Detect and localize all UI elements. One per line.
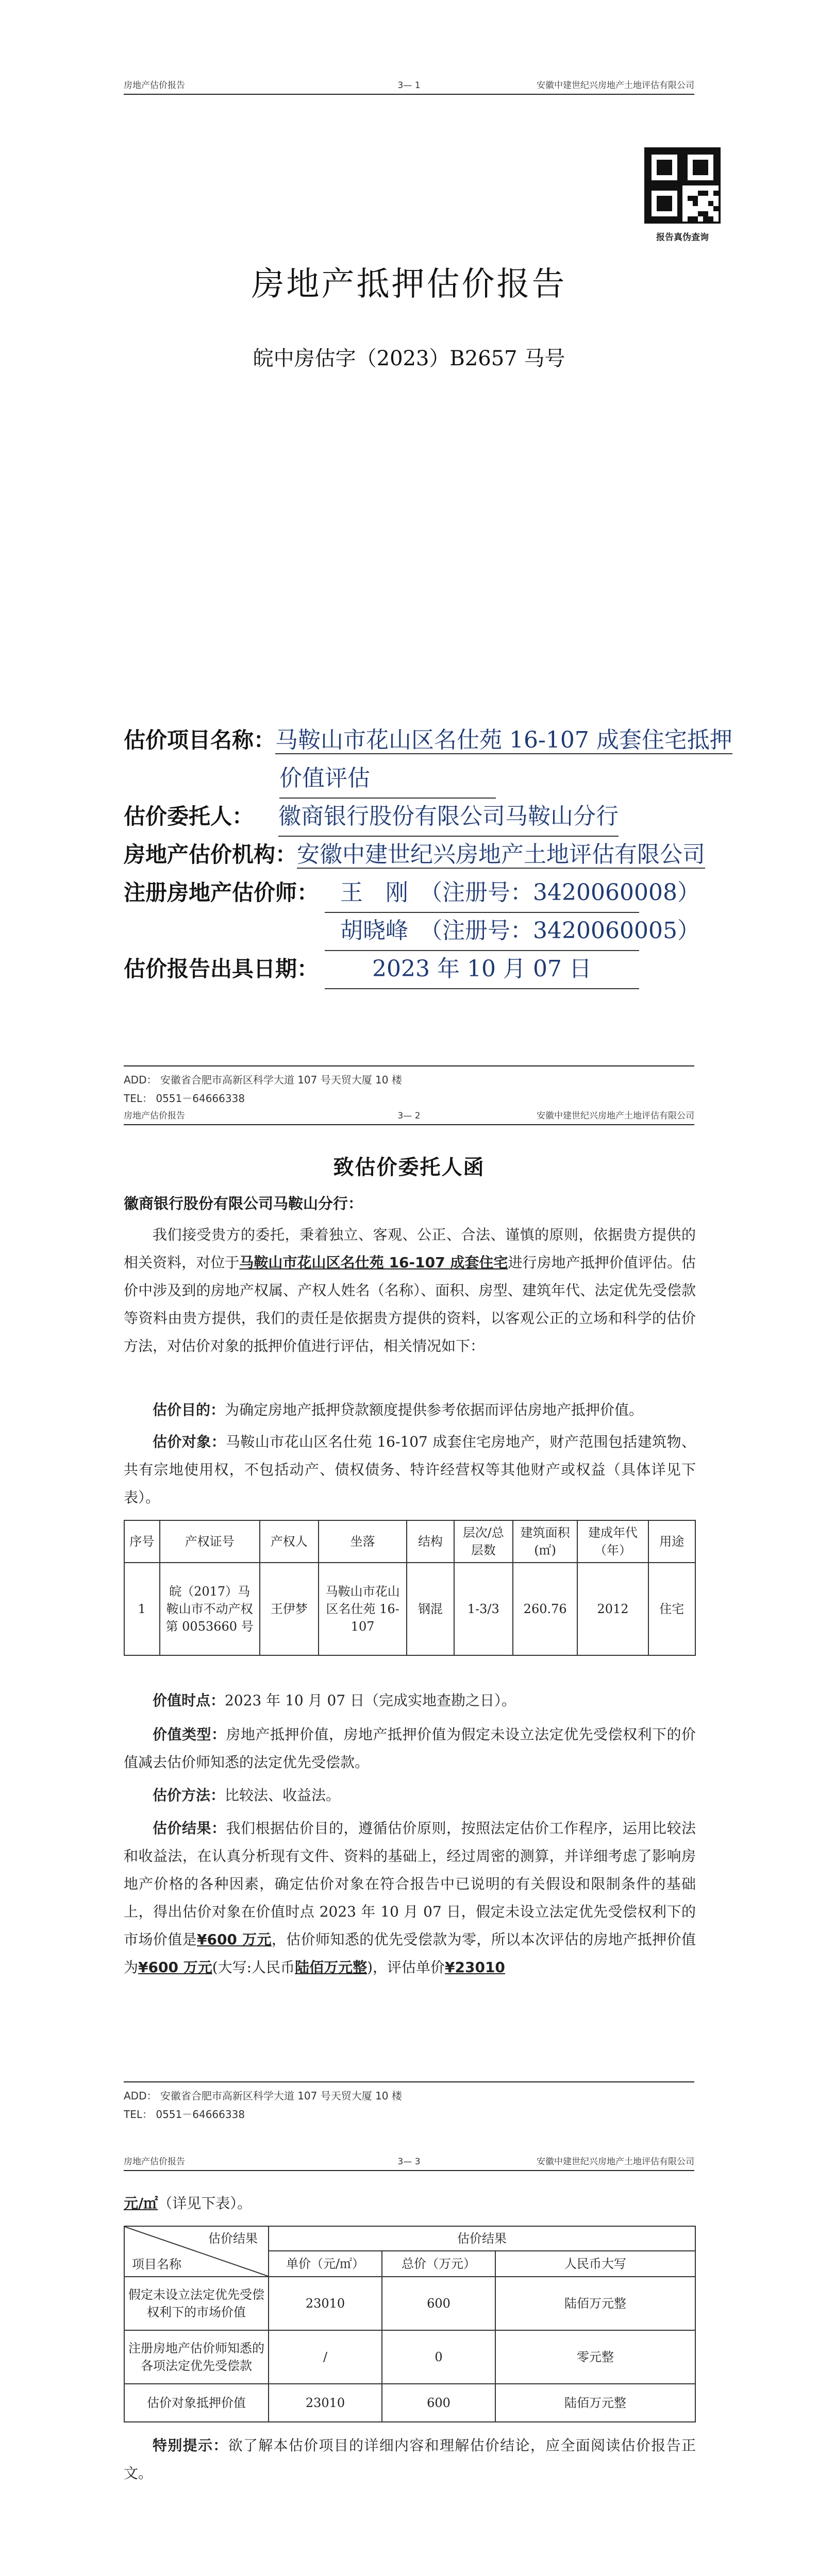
letter-addressee: 徽商银行股份有限公司马鞍山分行： — [124, 1195, 363, 1212]
unit-price-cont — [124, 2190, 696, 2217]
qr-module — [703, 211, 708, 216]
qr-module — [708, 201, 713, 206]
table-row — [124, 1563, 695, 1655]
page-header — [124, 77, 694, 95]
corner-result-label: 估价结果 — [208, 2231, 258, 2246]
footer-tel: TEL： 0551－64666338 — [124, 2108, 245, 2121]
row-total: 600 — [382, 2277, 495, 2330]
qr-module — [698, 191, 703, 196]
note-text: 欲了解本估价项目的详细内容和理解估价结论，应全面阅读估价报告正文。 — [124, 2437, 696, 2482]
letter-page — [0, 1108, 818, 2138]
unit-price-unit: 元/㎡ — [124, 2195, 158, 2212]
note-para — [124, 2432, 696, 2487]
qr-finder — [693, 160, 708, 175]
cell-area: 260.76 — [513, 1563, 578, 1655]
method-label: 估价方法： — [153, 1787, 225, 1804]
cell-year: 2012 — [577, 1563, 648, 1655]
result-text-a: 我们根据估价目的，遵循估价原则，按照法定估价工作程序，运用比较法和收益法，在认真分析现有文件、资料的基础上，经过周密的测算，并详细考虑了影响房地产价格的各种因素，确定估价对象在符合报告中已说明的有关假设和限制条件的基础上，得出估价对象在价值时点 2023 年 10 月 07 日，假定未设立法定优先受偿权利下的市场价值是 — [124, 1820, 696, 1948]
unit-price-note: （详见下表）。 — [158, 2195, 252, 2212]
qr-finder — [657, 160, 672, 175]
page-footer — [124, 2081, 694, 2124]
qr-module — [713, 206, 719, 211]
value-date-text: 2023 年 10 月 07 日（完成实地查勘之日）。 — [225, 1692, 516, 1709]
cell-use: 住宅 — [648, 1563, 695, 1655]
th-area: 建筑面积(㎡) — [513, 1520, 578, 1563]
qr-caption: 报告真伪查询 — [656, 232, 709, 243]
th-floor: 层次/总层数 — [454, 1520, 513, 1563]
th-year: 建成年代（年） — [577, 1520, 648, 1563]
th-use: 用途 — [648, 1520, 695, 1563]
th-owner: 产权人 — [260, 1520, 319, 1563]
th-cert: 产权证号 — [160, 1520, 260, 1563]
cell-structure: 钢混 — [407, 1563, 454, 1655]
intro-address: 马鞍山市花山区名仕苑 16-107 成套住宅 — [239, 1254, 508, 1271]
client-value: 徽商银行股份有限公司马鞍山分行 — [278, 798, 619, 837]
client-row — [124, 798, 711, 836]
qr-module — [703, 216, 708, 222]
th-structure: 结构 — [407, 1520, 454, 1563]
result-table-header-1 — [124, 2226, 695, 2251]
corner-item-label: 项目名称 — [132, 2257, 181, 2272]
intro-text-b: 进行房地产抵押价值评估。估价中涉及到的房地产权属、产权人姓名（名称）、面积、房型、建筑年代、法定优先受偿款等资料由贵方提供，我们的责任是依据贵方提供的资料，以客观公正的立场和科学的估价方法，对估价对象的抵押价值进行评估，相关情况如下： — [124, 1254, 696, 1354]
row-upper: 陆佰万元整 — [495, 2384, 695, 2422]
value-type-label: 价值类型： — [153, 1726, 226, 1743]
client-label: 估价委托人： — [124, 804, 254, 829]
cell-cert: 皖（2017）马鞍山市不动产权第 0053660 号 — [160, 1563, 260, 1655]
qr-module — [688, 196, 693, 201]
table-row — [124, 2277, 695, 2330]
property-table — [124, 1520, 696, 1656]
qr-module — [708, 216, 713, 222]
th-no: 序号 — [124, 1520, 160, 1563]
page-header — [124, 2154, 694, 2171]
header-report-type: 房地产估价报告 — [124, 2157, 185, 2167]
project-row — [124, 721, 732, 759]
row-unit: / — [269, 2330, 382, 2384]
qr-module — [688, 216, 693, 222]
result-group-header: 估价结果 — [269, 2226, 695, 2251]
th-location: 坐落 — [319, 1520, 407, 1563]
row-total: 0 — [382, 2330, 495, 2384]
row-name: 注册房地产估价师知悉的各项法定优先受偿款 — [124, 2330, 269, 2384]
object-text: 马鞍山市花山区名仕苑 16-107 成套住宅房地产，财产范围包括建筑物、共有宗地使用权，不包括动产、债权债务、特许经营权等其他财产或权益（具体详见下表）。 — [124, 1433, 696, 1506]
qr-module — [713, 191, 719, 196]
result-text-d: )，评估单价 — [367, 1959, 445, 1976]
th-total-price: 总价（万元） — [382, 2251, 495, 2277]
cell-floor: 1-3/3 — [454, 1563, 513, 1655]
report-title: 房地产抵押估价报告 — [251, 265, 567, 303]
letter-title: 致估价委托人函 — [333, 1156, 485, 1179]
header-page-number: 3— 2 — [397, 1111, 421, 1121]
footer-address: ADD： 安徽省合肥市高新区科学大道 107 号天贸大厦 10 楼 — [124, 2090, 402, 2102]
method-text: 比较法、收益法。 — [225, 1787, 341, 1804]
report-number: 皖中房估字（2023）B2657 马号 — [253, 347, 565, 370]
qr-module — [703, 191, 708, 196]
row-total: 600 — [382, 2384, 495, 2422]
project-row-2 — [124, 759, 711, 798]
intro-text-a: 我们接受贵方的委托，秉着独立、客观、公正、合法、谨慎的原则，依据贵方提供的相关资料，对位于 — [124, 1226, 696, 1271]
footer-address: ADD： 安徽省合肥市高新区科学大道 107 号天贸大厦 10 楼 — [124, 1074, 402, 1086]
qr-code[interactable] — [644, 147, 721, 224]
cell-no: 1 — [124, 1563, 160, 1655]
property-table-header — [124, 1520, 695, 1563]
cell-location: 马鞍山市花山区名仕苑 16-107 — [319, 1563, 407, 1655]
header-report-type: 房地产估价报告 — [124, 1111, 185, 1121]
appraiser-label: 注册房地产估价师： — [124, 880, 319, 905]
cover-page — [0, 0, 818, 1105]
object-label: 估价对象： — [153, 1433, 226, 1450]
header-company: 安徽中建世纪兴房地产土地评估有限公司 — [537, 80, 694, 91]
value-type-para — [124, 1721, 696, 1776]
object-para — [124, 1428, 696, 1512]
date-value: 2023 年 10 月 07 日 — [325, 950, 639, 989]
appraiser-row-2 — [124, 912, 711, 950]
table-row — [124, 2330, 695, 2384]
purpose-text: 为确定房地产抵押贷款额度提供参考依据而评估房地产抵押价值。 — [225, 1401, 644, 1418]
footer-tel: TEL： 0551－64666338 — [124, 1092, 245, 1105]
unit-price-amount: ¥23010 — [445, 1959, 505, 1976]
header-page-number: 3— 3 — [397, 2157, 421, 2167]
project-label: 估价项目名称： — [124, 727, 276, 753]
result-text-c: (大写:人民币 — [212, 1959, 295, 1976]
row-unit: 23010 — [269, 2384, 382, 2422]
header-company: 安徽中建世纪兴房地产土地评估有限公司 — [537, 1111, 694, 1121]
result-text-b: ，估价师知悉的优先受偿款为零，所以本次评估的房地产抵押价值为 — [124, 1931, 696, 1976]
row-name: 假定未设立法定优先受偿权利下的市场价值 — [124, 2277, 269, 2330]
purpose-para — [124, 1396, 696, 1424]
header-company: 安徽中建世纪兴房地产土地评估有限公司 — [537, 2157, 694, 2167]
row-upper: 零元整 — [495, 2330, 695, 2384]
qr-module — [698, 211, 703, 216]
qr-module — [693, 216, 698, 222]
value-type-text: 房地产抵押价值，房地产抵押价值为假定未设立法定优先受偿权利下的价值减去估价师知悉的法定优先受偿款。 — [124, 1726, 696, 1771]
project-value-cont: 价值评估 — [279, 759, 496, 799]
appraiser-row — [124, 874, 711, 912]
table-row — [124, 2384, 695, 2422]
date-row — [124, 950, 711, 988]
continuation-page — [0, 2154, 818, 2576]
row-name: 估价对象抵押价值 — [124, 2384, 269, 2422]
row-unit: 23010 — [269, 2277, 382, 2330]
result-para — [124, 1815, 696, 1981]
page-header — [124, 1108, 694, 1125]
letter-intro — [124, 1221, 696, 1360]
result-label: 估价结果： — [153, 1820, 226, 1837]
purpose-label: 估价目的： — [153, 1401, 225, 1418]
result-table-corner — [124, 2226, 269, 2277]
th-upper-case: 人民币大写 — [495, 2251, 695, 2277]
appraiser-2: 胡晓峰 （注册号：3420060005） — [325, 912, 639, 951]
header-report-type: 房地产估价报告 — [124, 80, 185, 91]
qr-module — [693, 201, 698, 206]
agency-row — [124, 836, 711, 874]
date-label: 估价报告出具日期： — [124, 956, 319, 981]
mortgage-value-amount: ¥600 万元 — [138, 1959, 212, 1976]
value-date-para — [124, 1687, 696, 1715]
header-page-number: 3— 1 — [397, 80, 421, 91]
appraiser-1: 王 刚 （注册号：3420060008） — [325, 874, 639, 913]
cell-owner: 王伊梦 — [260, 1563, 319, 1655]
project-value: 马鞍山市花山区名仕苑 16-107 成套住宅抵押 — [275, 727, 732, 753]
agency-value: 安徽中建世纪兴房地产土地评估有限公司 — [297, 841, 706, 868]
cover-fields — [124, 721, 732, 988]
row-upper: 陆佰万元整 — [495, 2277, 695, 2330]
note-label: 特别提示： — [153, 2437, 228, 2454]
result-table — [124, 2226, 696, 2422]
qr-finder — [657, 196, 672, 211]
market-value-amount: ¥600 万元 — [196, 1931, 272, 1948]
method-para — [124, 1782, 696, 1809]
agency-label: 房地产估价机构： — [124, 842, 297, 867]
page-footer — [124, 1065, 694, 1108]
qr-module — [693, 196, 698, 201]
th-unit-price: 单价（元/㎡） — [269, 2251, 382, 2277]
mortgage-value-upper: 陆佰万元整 — [295, 1959, 368, 1976]
value-date-label: 价值时点： — [153, 1692, 225, 1709]
